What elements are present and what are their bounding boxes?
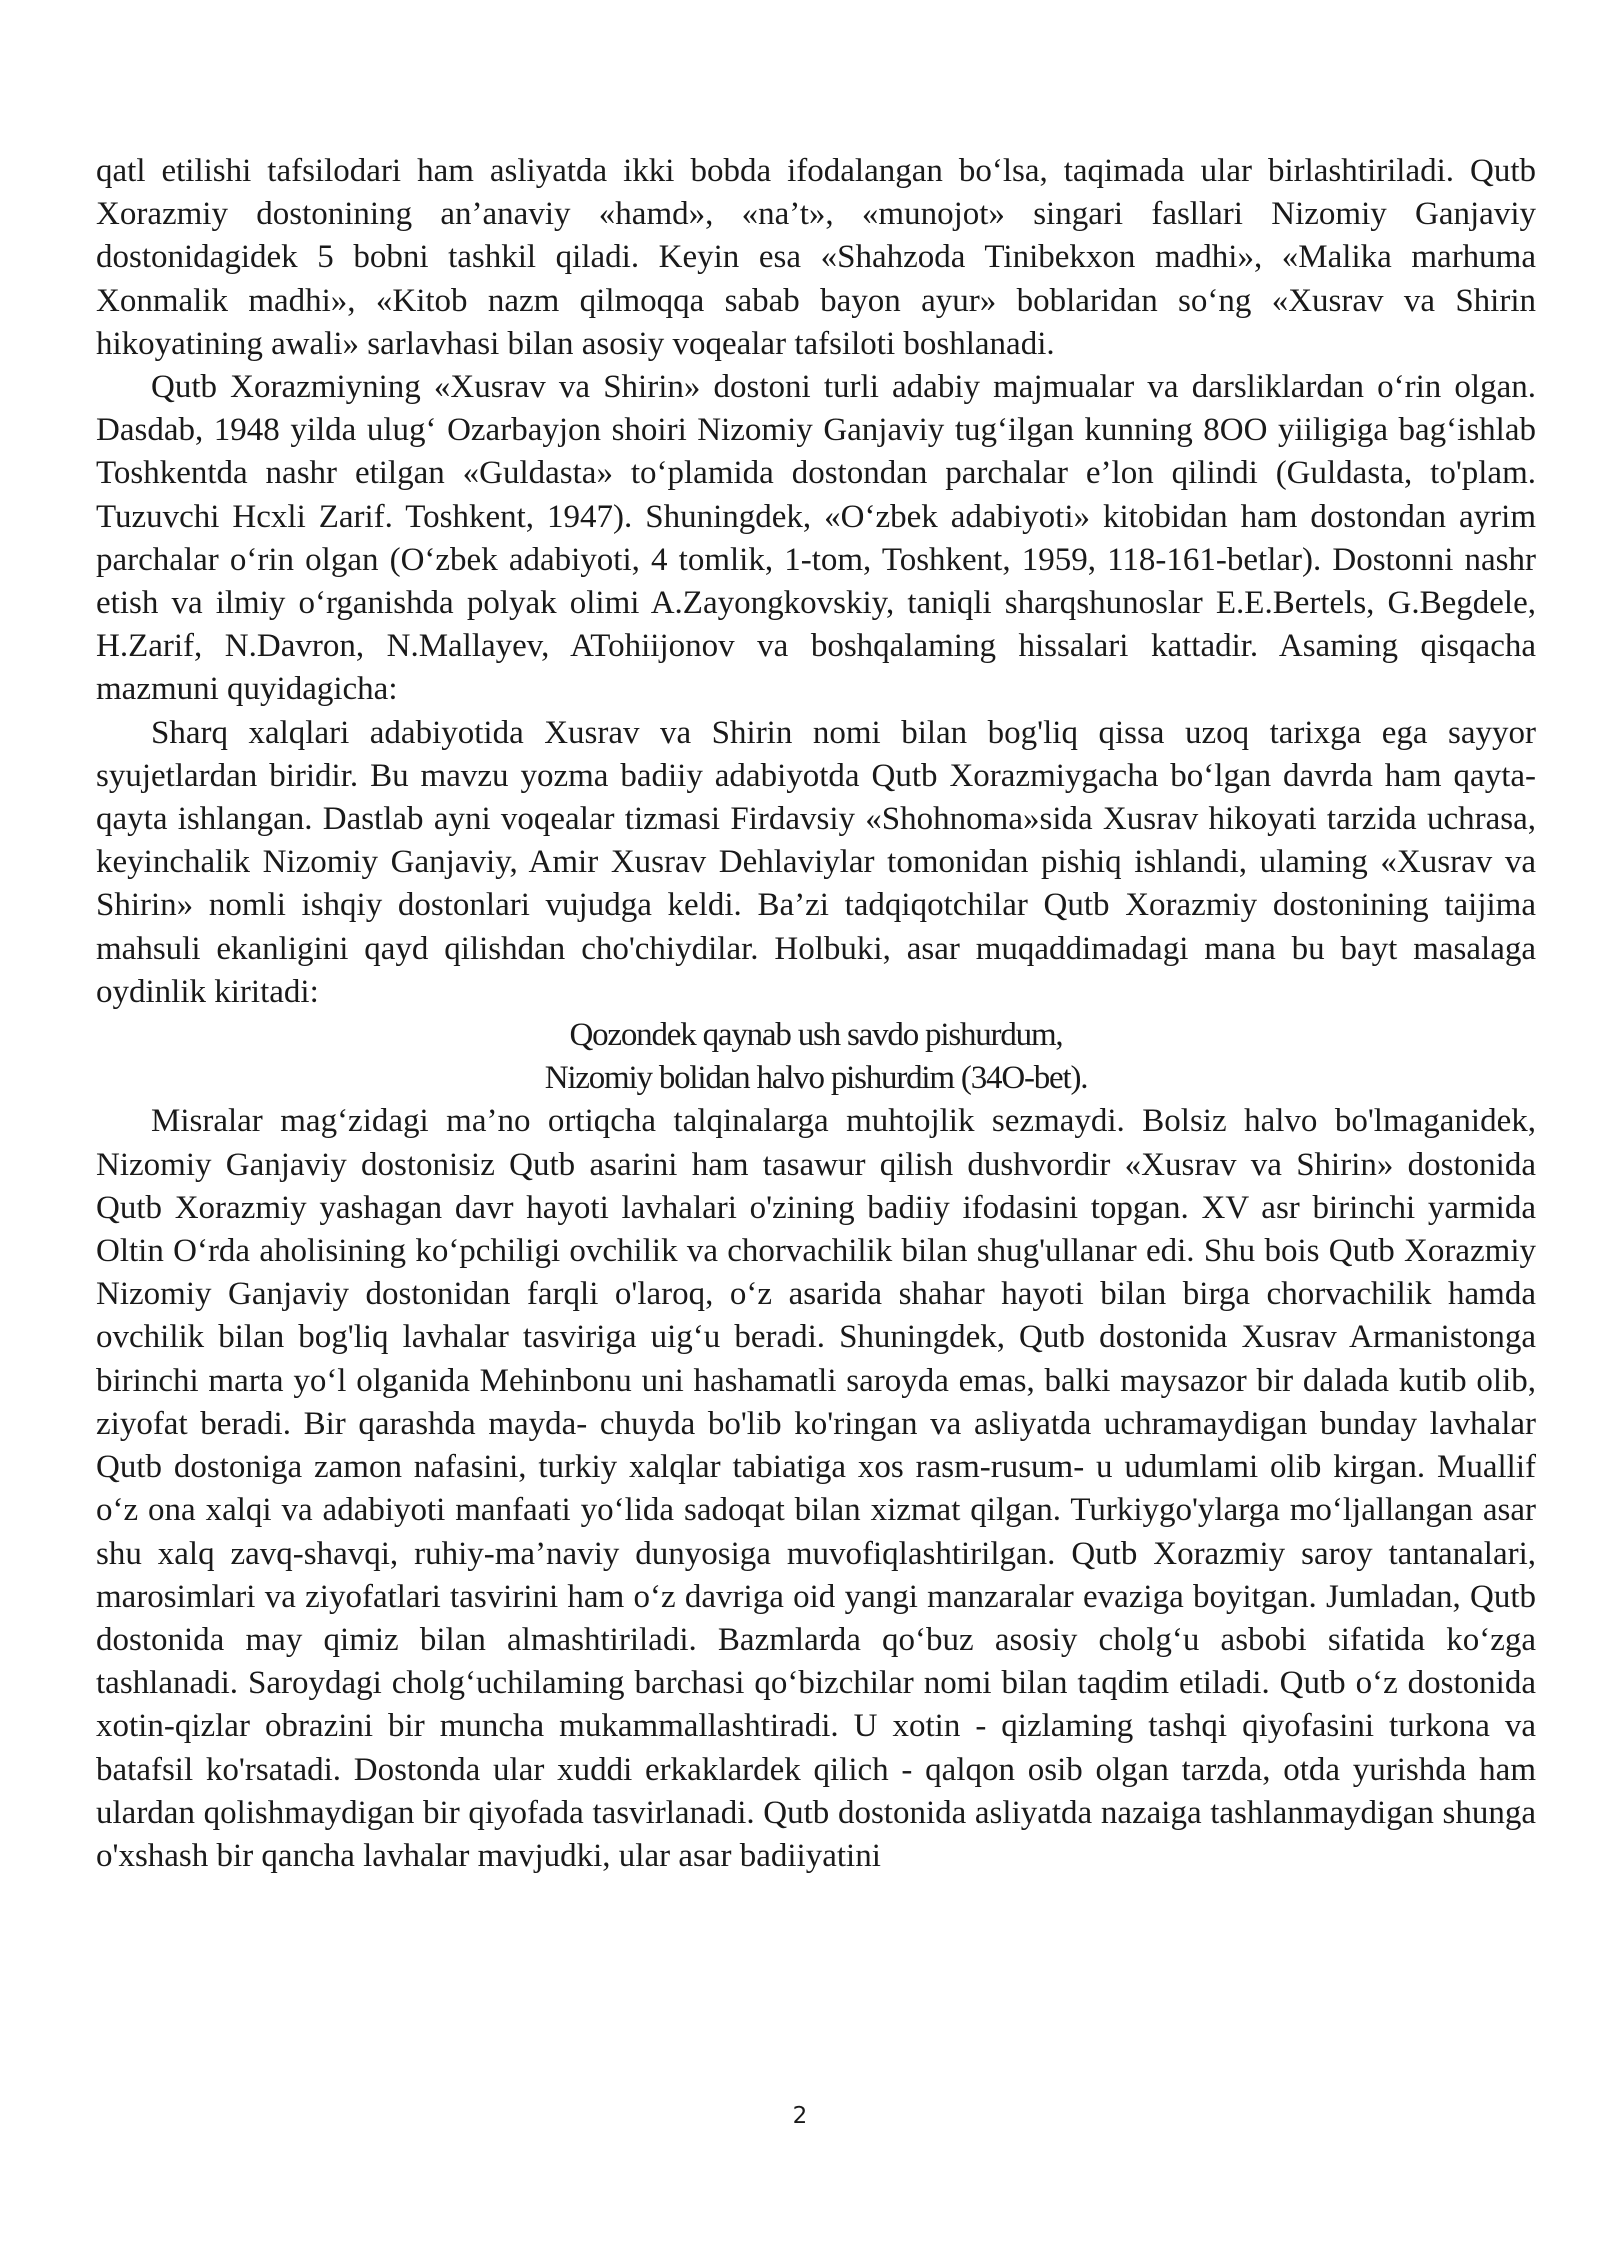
paragraph-4: Misralar mag‘zidagi ma’no ortiqcha talqinalarga muhtojlik sezmaydi. Bolsiz halvo bo'lmaganidek, Nizomiy Ganjaviy dostonisiz Qutb asarini ham tasawur qilish dushvordir «Xusrav va Shirin» dostonida Qutb Xorazmiy yashagan davr hayoti lavhalari o'zining badiiy ifodasini topgan. XV asr birinchi yarmida Oltin O‘rda aholisining ko‘pchiligi ovchilik va chorvachilik bilan shug'ullanar edi. Shu bois Qutb Xorazmiy Nizomiy Ganjaviy dostonidan farqli o'laroq, o‘z asarida shahar hayoti bilan birga chorvachilik hamda ovchilik bilan bog'liq lavhalar tasviriga uig‘u beradi. Shuningdek, Qutb dostonida Xusrav Armanistonga birinchi marta yo‘l olganida Mehinbonu uni hashamatli saroyda emas, balki maysazor bir dalada kutib olib, ziyofat beradi. Bir qarashda mayda- chuyda bo'lib ko'ringan va asliyatda uchramaydigan bunday lavhalar Qutb dostoniga zamon nafasini, turkiy xalqlar tabiatiga xos rasm-rusum- u udumlami olib kirgan. Muallif o‘z ona xalqi va adabiyoti manfaati yo‘lida sadoqat bilan xizmat qilgan. Turkiygo'ylarga mo‘ljallangan asar shu xalq zavq-shavqi, ruhiy-ma’naviy dunyosiga muvofiqlashtirilgan. Qutb Xorazmiy saroy tantanalari, marosimlari va ziyofatlari tasvirini ham o‘z davriga oid yangi manzaralar evaziga boyitgan. Jumladan, Qutb dostonida may qimiz bilan almashtiriladi. Bazmlarda qo‘buz asosiy cholg‘u asbobi sifatida ko‘zga tashlanadi. Saroydagi cholg‘uchilaming barchasi qo‘bizchilar nomi bilan taqdim etiladi. Qutb o‘z dostonida xotin-qizlar obrazini bir muncha mukammallashtiradi. U xotin - qizlaming tashqi qiyofasini turkona va batafsil ko'rsatadi. Dostonda ular xuddi erkaklardek qilich - qalqon osib olgan tarzda, otda yurishda ham ulardan qolishmaydigan bir qiyofada tasvirlanadi. Qutb dostonida asliyatda nazaiga tashlanmaydigan shunga o'xshash bir qancha lavhalar mavjudki, ular asar badiiyatini xyxy=(96,1103,1536,1874)
paragraph-1: qatl etilishi tafsilodari ham asliyatda ikki bobda ifodalangan bo‘lsa, taqimada ular birlashtiriladi. Qutb Xorazmiy dostonining an’anaviy «hamd», «na’t», «munojot» singari fasllari Nizomiy Ganjaviy dostonidagidek 5 bobni tashkil qiladi. Keyin esa «Shahzoda Tinibekxon madhi», «Malika marhuma Xonmalik madhi», «Kitob nazm qilmoqqa sabab bayon ayur» boblaridan so‘ng «Xusrav va Shirin hikoyatining awali» sarlavhasi bilan asosiy voqealar tafsiloti boshlanadi. xyxy=(96,153,1536,362)
page-number: 2 xyxy=(792,2103,808,2129)
verse-block xyxy=(96,1014,1536,1100)
verse-line-2: Nizomiy bolidan halvo pishurdim (34O-bet). xyxy=(544,1060,1088,1097)
document-page xyxy=(96,150,1536,1878)
paragraph-3: Sharq xalqlari adabiyotida Xusrav va Shirin nomi bilan bog'liq qissa uzoq tarixga ega sayyor syujetlardan biridir. Bu mavzu yozma badiiy adabiyotda Qutb Xorazmiygacha bo‘lgan davrda ham qayta-qayta ishlangan. Dastlab ayni voqealar tizmasi Firdavsiy «Shohnoma»sida Xusrav hikoyati tarzida uchrasa, keyinchalik Nizomiy Ganjaviy, Amir Xusrav Dehlaviylar tomonidan pishiq ishlandi, ulaming «Xusrav va Shirin» nomli ishqiy dostonlari vujudga keldi. Ba’zi tadqiqotchilar Qutb Xorazmiy dostonining taijima mahsuli ekanligini qayd qilishdan cho'chiydilar. Holbuki, asar muqaddimadagi mana bu bayt masalaga oydinlik kiritadi: xyxy=(96,714,1536,1010)
verse-line-1: Qozondek qaynab ush savdo pishurdum, xyxy=(569,1017,1063,1054)
paragraph-2: Qutb Xorazmiyning «Xusrav va Shirin» dostoni turli adabiy majmualar va darsliklardan o‘rin olgan. Dasdab, 1948 yilda ulug‘ Ozarbayjon shoiri Nizomiy Ganjaviy tug‘ilgan kunning 8OO yiiligiga bag‘ishlab Toshkentda nashr etilgan «Guldasta» to‘plamida dostondan parchalar e’lon qilindi (Guldasta, to'plam. Tuzuvchi Hcxli Zarif. Toshkent, 1947). Shuningdek, «O‘zbek adabiyoti» kitobidan ham dostondan ayrim parchalar o‘rin olgan (O‘zbek adabiyoti, 4 tomlik, 1-tom, Toshkent, 1959, 118-161-betlar). Dostonni nashr etish va ilmiy o‘rganishda polyak olimi A.Zayongkovskiy, taniqli sharqshunoslar E.E.Bertels, G.Begdele, H.Zarif, N.Davron, N.Mallayev, ATohiijonov va boshqalaming hissalari kattadir. Asaming qisqacha mazmuni quyidagicha: xyxy=(96,369,1536,708)
